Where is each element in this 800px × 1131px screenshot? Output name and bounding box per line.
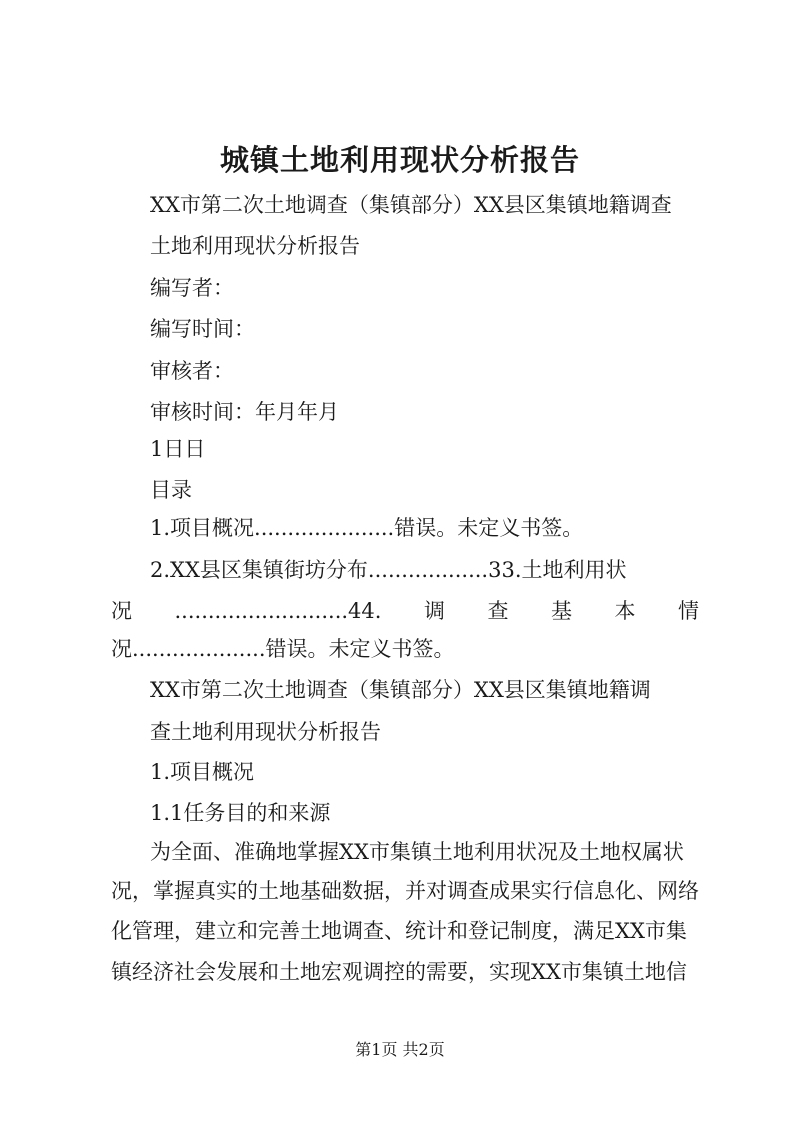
toc-fragment: 本 xyxy=(614,599,636,623)
paragraph-line: 镇经济社会发展和土地宏观调控的需要，实现XX市集镇土地信 xyxy=(111,960,687,984)
toc-heading: 目录 xyxy=(150,478,192,502)
body-title-line-1: XX市第二次土地调查（集镇部分）XX县区集镇地籍调 xyxy=(150,678,651,702)
page-footer: 第1页 共2页 xyxy=(355,1040,445,1059)
toc-entry-2: 2.XX县区集镇街坊分布..................33.土地利用状 xyxy=(150,558,627,582)
body-title-line-2: 查土地利用现状分析报告 xyxy=(150,720,381,744)
toc-entry-1: 1.项目概况.....................错误。未定义书签。 xyxy=(150,516,584,540)
paragraph-line: 为全面、准确地掌握XX市集镇土地利用状况及土地权属状 xyxy=(150,840,684,864)
section-heading: 1.项目概况 xyxy=(150,760,255,784)
subsection-heading: 1.1任务目的和来源 xyxy=(150,801,331,825)
toc-fragment: 况 xyxy=(111,599,132,623)
date-line: 1日日 xyxy=(150,437,206,461)
author-field: 编写者： xyxy=(150,276,234,300)
document-title: 城镇土地利用现状分析报告 xyxy=(219,143,580,177)
toc-fragment: 情 xyxy=(677,599,699,623)
write-time-field: 编写时间： xyxy=(150,317,255,341)
subtitle-line-2: 土地利用现状分析报告 xyxy=(150,234,360,258)
toc-fragment: 查 xyxy=(487,599,509,623)
toc-entry-2-continued xyxy=(111,596,699,626)
reviewer-field: 审核者： xyxy=(150,359,234,383)
toc-fragment: 基 xyxy=(550,599,572,623)
review-time-field: 审核时间：年月年月 xyxy=(150,400,339,424)
paragraph-line: 化管理，建立和完善土地调查、统计和登记制度，满足XX市集 xyxy=(111,919,687,943)
paragraph-line: 况，掌握真实的土地基础数据，并对调查成果实行信息化、网络 xyxy=(111,879,699,903)
toc-entry-3: 况....................错误。未定义书签。 xyxy=(111,637,455,661)
toc-fragment: ..........................44. xyxy=(174,599,382,623)
subtitle-line-1: XX市第二次土地调查（集镇部分）XX县区集镇地籍调查 xyxy=(150,193,672,217)
toc-fragment: 调 xyxy=(423,599,445,623)
